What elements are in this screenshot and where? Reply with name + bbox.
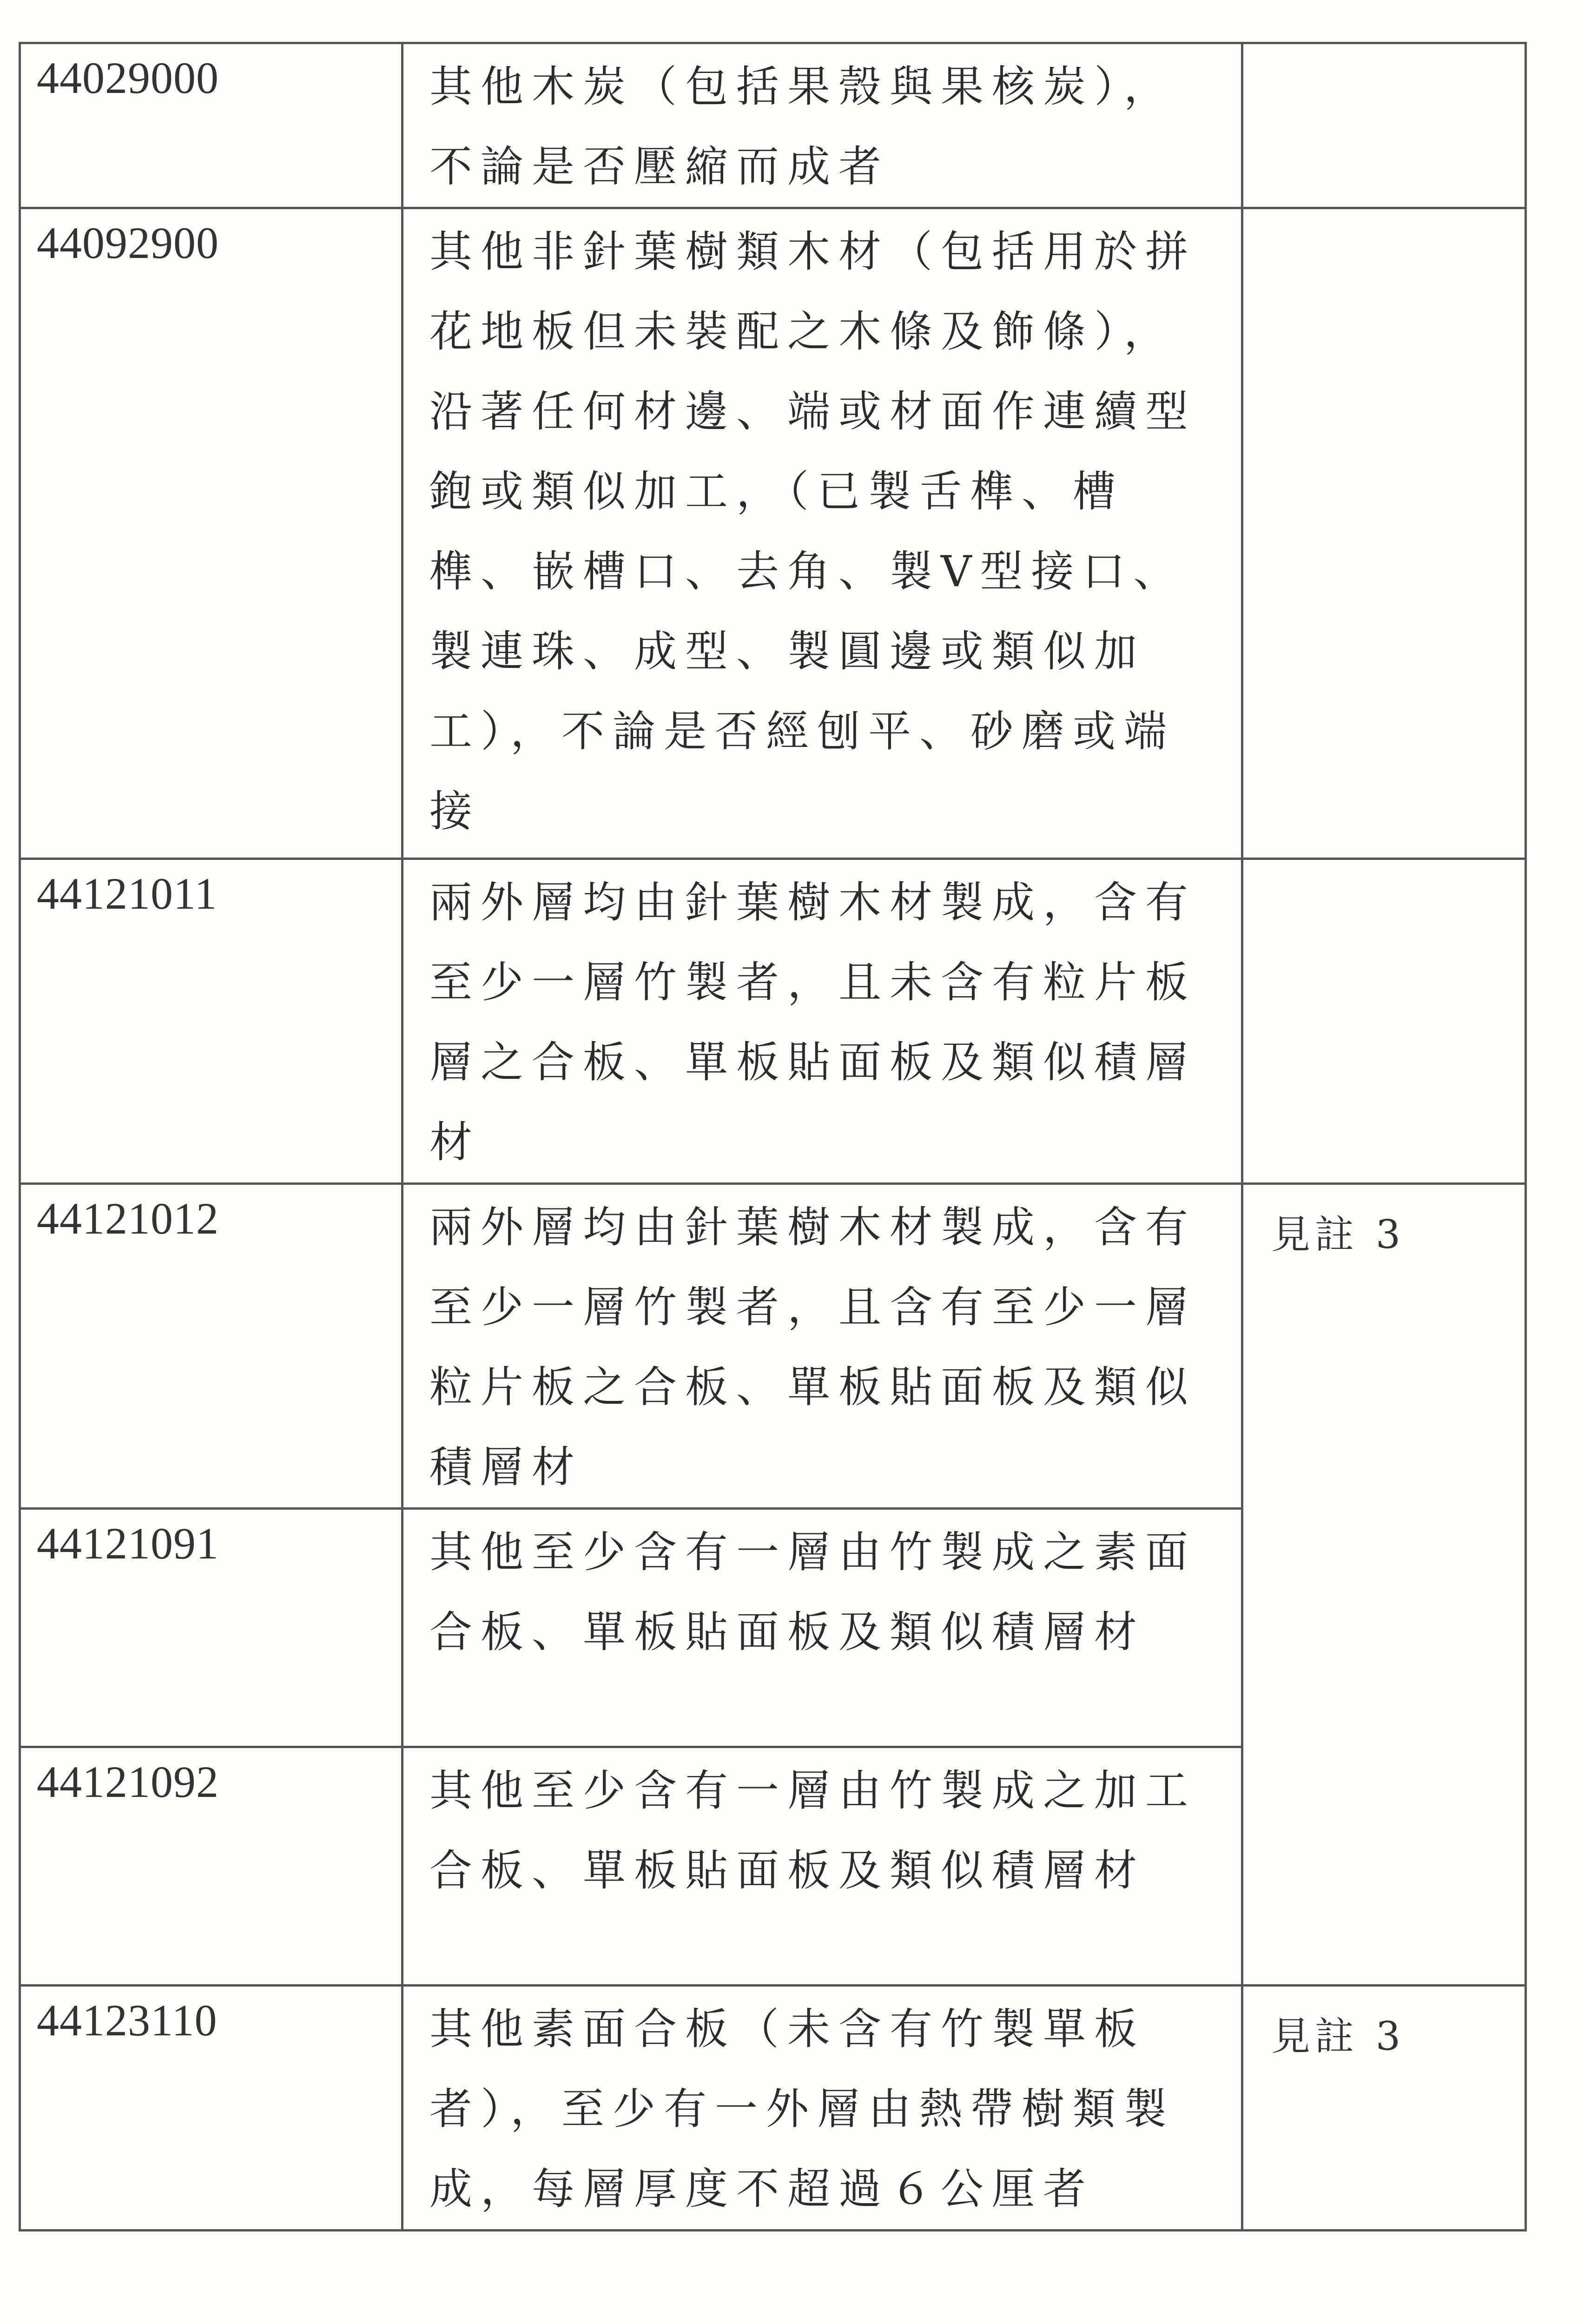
tariff-code: 44092900 (37, 218, 219, 268)
tariff-description: 其他至少含有一層由竹製成之加工合板、單板貼面板及類似積層材 (429, 1766, 1197, 1895)
table-row (20, 1986, 1526, 2231)
table-row (20, 1184, 1526, 1509)
tariff-note: 見註 3 (1271, 2014, 1406, 2059)
table-row (20, 43, 1526, 208)
tariff-note (1243, 860, 1525, 884)
tariff-description: 其他非針葉樹類木材（包括用於拼花地板但未裝配之木條及飾條），沿著任何材邊、端或材面作連續型鉋或類似加工，（已製舌榫、槽榫、嵌槽口、去角、製V型接口、製連珠、成型、製圓邊或類似加工），不論是否經刨平、砂磨或端接 (429, 227, 1197, 836)
tariff-table (19, 42, 1527, 2232)
code-cell (20, 43, 403, 208)
tariff-note: 見註 3 (1271, 1212, 1406, 1257)
tariff-description: 兩外層均由針葉樹木材製成，含有至少一層竹製者，且未含有粒片板層之合板、單板貼面板及類似積層材 (429, 878, 1197, 1167)
description-cell (403, 1747, 1242, 1986)
tariff-code: 44121012 (37, 1194, 219, 1243)
tariff-description: 其他素面合板（未含有竹製單板者），至少有一外層由熱帶樹類製成，每層厚度不超過６公厘者 (429, 2004, 1175, 2214)
tariff-note (1243, 44, 1525, 68)
note-cell-merged (1242, 1184, 1526, 1986)
tariff-description: 其他木炭（包括果殼與果核炭），不論是否壓縮而成者 (429, 62, 1175, 191)
description-cell (403, 1986, 1242, 2231)
code-cell (20, 1747, 403, 1986)
tariff-code: 44123110 (37, 1995, 218, 2045)
note-cell (1242, 43, 1526, 208)
description-cell (403, 208, 1242, 859)
note-cell (1242, 208, 1526, 859)
tariff-description: 兩外層均由針葉樹木材製成，含有至少一層竹製者，且含有至少一層粒片板之合板、單板貼面板及類似積層材 (429, 1202, 1197, 1492)
note-cell (1242, 859, 1526, 1184)
code-cell (20, 1509, 403, 1747)
tariff-description: 其他至少含有一層由竹製成之素面合板、單板貼面板及類似積層材 (429, 1527, 1197, 1657)
note-cell (1242, 1986, 1526, 2231)
table-row (20, 859, 1526, 1184)
tariff-code: 44121092 (37, 1757, 219, 1807)
description-cell (403, 43, 1242, 208)
code-cell (20, 1986, 403, 2231)
tariff-note (1243, 209, 1525, 233)
tariff-code: 44029000 (37, 53, 219, 103)
description-cell (403, 1509, 1242, 1747)
tariff-code: 44121091 (37, 1519, 219, 1568)
code-cell (20, 1184, 403, 1509)
code-cell (20, 208, 403, 859)
code-cell (20, 859, 403, 1184)
tariff-code: 44121011 (37, 869, 218, 918)
table-row (20, 208, 1526, 859)
description-cell (403, 1184, 1242, 1509)
description-cell (403, 859, 1242, 1184)
